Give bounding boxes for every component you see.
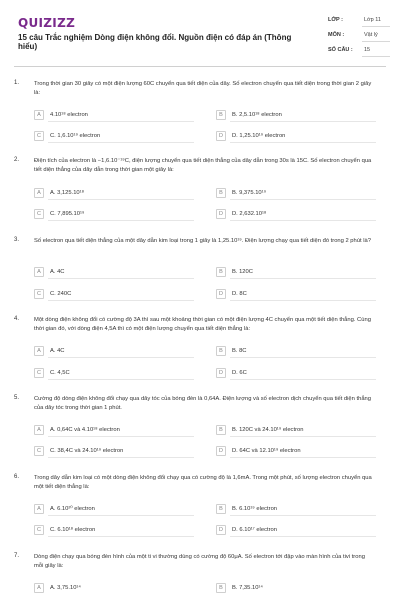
option-d[interactable]: [216, 288, 376, 302]
option-a[interactable]: [34, 187, 194, 201]
option-letter-box: D: [216, 368, 226, 378]
option-text: B. 8C: [232, 347, 247, 354]
option-underline: [48, 515, 194, 516]
option-text: C. 6.10¹⁸ electron: [50, 526, 96, 533]
meta-label: SỐ CÂU :: [328, 47, 353, 53]
option-d[interactable]: [216, 367, 376, 381]
question-number: 5.: [14, 395, 20, 401]
option-underline: [230, 515, 376, 516]
option-text: C. 240C: [50, 290, 72, 297]
option-letter-box: A: [34, 504, 44, 514]
option-letter-box: A: [34, 188, 44, 198]
option-text: D. 2,632.10¹⁸: [232, 210, 267, 217]
option-underline: [230, 121, 376, 122]
option-text: D. 6.10¹⁷ electron: [232, 526, 277, 533]
option-letter-box: D: [216, 525, 226, 535]
option-letter-box: B: [216, 583, 226, 593]
option-underline: [48, 379, 194, 380]
option-letter-box: D: [216, 209, 226, 219]
meta-value: Vật lý: [364, 32, 378, 38]
question-text: Điện tích của electron là −1,6.10⁻¹⁹C, điện lượng chuyển qua tiết diện thẳng của dây dẫn trong 30s là 15C. Số electron chuyển qua tiết diện thẳng của dây dẫn trong thời gian một giây là:: [34, 158, 372, 173]
option-text: C. 4,5C: [50, 369, 70, 376]
option-text: A. 0,64C và 4.10¹⁸ electron: [50, 426, 120, 433]
meta-underline: [362, 41, 390, 42]
option-letter-box: D: [216, 289, 226, 299]
option-text: A. 3,125.10¹⁸: [50, 189, 85, 196]
option-underline: [48, 300, 194, 301]
option-text: A. 4C: [50, 268, 65, 275]
option-c[interactable]: [34, 288, 194, 302]
option-letter-box: B: [216, 267, 226, 277]
option-d[interactable]: [216, 524, 376, 538]
option-underline: [230, 142, 376, 143]
option-text: C. 7,895.10¹⁹: [50, 210, 85, 217]
option-a[interactable]: [34, 266, 194, 280]
meta-value: Lớp 11: [364, 17, 381, 23]
option-underline: [230, 220, 376, 221]
option-underline: [48, 142, 194, 143]
meta-grade: [328, 17, 390, 28]
option-b[interactable]: [216, 582, 376, 596]
option-text: A. 4C: [50, 347, 65, 354]
option-c[interactable]: [34, 524, 194, 538]
page-title: 15 câu Trắc nghiệm Dòng điện không đổi. Nguồn điện có đáp án (Thông hiểu): [18, 33, 292, 51]
option-a[interactable]: [34, 503, 194, 517]
option-b[interactable]: [216, 424, 376, 438]
option-letter-box: B: [216, 425, 226, 435]
meta-question-count: [328, 47, 390, 58]
meta-label: LỚP :: [328, 17, 343, 23]
option-underline: [230, 300, 376, 301]
option-d[interactable]: [216, 445, 376, 459]
option-b[interactable]: [216, 109, 376, 123]
option-a[interactable]: [34, 424, 194, 438]
option-text: D. 64C và 12.10¹⁹ electron: [232, 447, 301, 454]
quizizz-logo: QUIZIZZ: [18, 16, 76, 30]
question-number: 3.: [14, 237, 20, 243]
option-letter-box: C: [34, 525, 44, 535]
option-b[interactable]: [216, 503, 376, 517]
option-letter-box: B: [216, 504, 226, 514]
header-divider: [14, 66, 386, 67]
option-letter-box: A: [34, 425, 44, 435]
option-letter-box: D: [216, 131, 226, 141]
option-underline: [230, 278, 376, 279]
question-text: Trong dây dẫn kim loại có một dòng điện không đổi chạy qua có cường độ là 1,6mA. Trong một phút, số lượng electron chuyển qua một tiết diện thẳng là:: [34, 475, 372, 490]
option-text: C. 38,4C và 24.10¹⁹ electron: [50, 447, 124, 454]
question-text: Trong thời gian 30 giây có một điện lượng 60C chuyển qua tiết diện của dây. Số electron chuyển qua tiết diện trong thời gian 2 giây là:: [34, 81, 372, 96]
meta-underline: [362, 26, 390, 27]
option-text: A. 6.10²⁰ electron: [50, 505, 95, 512]
option-d[interactable]: [216, 130, 376, 144]
option-letter-box: D: [216, 446, 226, 456]
option-text: B. 7,35.10¹⁴: [232, 584, 263, 591]
option-underline: [48, 199, 194, 200]
option-underline: [230, 357, 376, 358]
option-underline: [48, 457, 194, 458]
option-underline: [48, 536, 194, 537]
option-underline: [48, 357, 194, 358]
option-text: A. 3,75.10¹⁴: [50, 584, 81, 591]
option-text: B. 2,5.10¹⁸ electron: [232, 111, 282, 118]
option-letter-box: C: [34, 209, 44, 219]
option-letter-box: A: [34, 267, 44, 277]
option-underline: [230, 436, 376, 437]
option-letter-box: A: [34, 346, 44, 356]
option-c[interactable]: [34, 367, 194, 381]
option-d[interactable]: [216, 208, 376, 222]
worksheet-header: [0, 0, 400, 66]
option-letter-box: B: [216, 188, 226, 198]
option-underline: [48, 278, 194, 279]
option-c[interactable]: [34, 445, 194, 459]
option-letter-box: C: [34, 368, 44, 378]
option-text: C. 1,6.10¹⁹ electron: [50, 132, 101, 139]
question-number: 2.: [14, 157, 20, 163]
question-number: 1.: [14, 80, 20, 86]
question-text: Cường độ dòng điện không đổi chạy qua dây tóc của bóng đèn là 0,64A. Điện lượng và số electron dịch chuyển qua tiết diện thẳng của dây tóc trong thời gian 1 phút.: [34, 396, 372, 411]
option-text: D. 6C: [232, 369, 247, 376]
option-letter-box: B: [216, 110, 226, 120]
option-letter-box: A: [34, 583, 44, 593]
option-c[interactable]: [34, 208, 194, 222]
option-underline: [230, 379, 376, 380]
option-a[interactable]: [34, 582, 194, 596]
question-text: Một dòng điện không đổi có cường độ 3A thì sau một khoảng thời gian có một điện lượng 4C chuyển qua một tiết diện thẳng. Cùng thời gian đó, với dòng điện 4,5A thì có một điện lượng chuyển qua tiết diện thẳng là:: [34, 317, 371, 332]
option-letter-box: C: [34, 289, 44, 299]
option-text: 4.10¹⁸ electron: [50, 111, 88, 118]
question-number: 4.: [14, 316, 20, 322]
meta-value: 15: [364, 47, 371, 53]
question-text: Số electron qua tiết diện thẳng của một dây dẫn kim loại trong 1 giây là 1,25.10¹⁹. Điện lượng chạy qua tiết diện đó trong 2 phút là?: [34, 238, 371, 244]
option-text: B. 120C và 24.10¹⁹ electron: [232, 426, 304, 433]
option-letter-box: C: [34, 131, 44, 141]
option-b[interactable]: [216, 345, 376, 359]
option-c[interactable]: [34, 130, 194, 144]
option-text: D. 8C: [232, 290, 247, 297]
option-underline: [230, 199, 376, 200]
option-letter-box: A: [34, 110, 44, 120]
option-text: D. 1,25.10¹⁹ electron: [232, 132, 286, 139]
meta-underline: [362, 56, 390, 57]
meta-label: MÔN :: [328, 32, 345, 38]
meta-subject: [328, 32, 390, 43]
option-text: B. 9,375.10¹⁹: [232, 189, 267, 196]
question-text: Dòng điện chạy qua bóng đèn hình của một ti vi thường dùng có cường độ 60μA. Số electron tới đập vào màn hình của tivi trong mỗi giây là:: [34, 554, 365, 569]
question-number: 6.: [14, 474, 20, 480]
question-number: 7.: [14, 553, 20, 559]
option-a[interactable]: [34, 345, 194, 359]
option-text: B. 6.10¹⁹ electron: [232, 505, 278, 512]
option-letter-box: B: [216, 346, 226, 356]
option-underline: [48, 436, 194, 437]
option-underline: [230, 457, 376, 458]
option-underline: [48, 121, 194, 122]
option-letter-box: C: [34, 446, 44, 456]
option-underline: [48, 220, 194, 221]
option-underline: [230, 536, 376, 537]
option-a[interactable]: [34, 109, 194, 123]
option-b[interactable]: [216, 187, 376, 201]
option-text: B. 120C: [232, 268, 253, 275]
option-b[interactable]: [216, 266, 376, 280]
